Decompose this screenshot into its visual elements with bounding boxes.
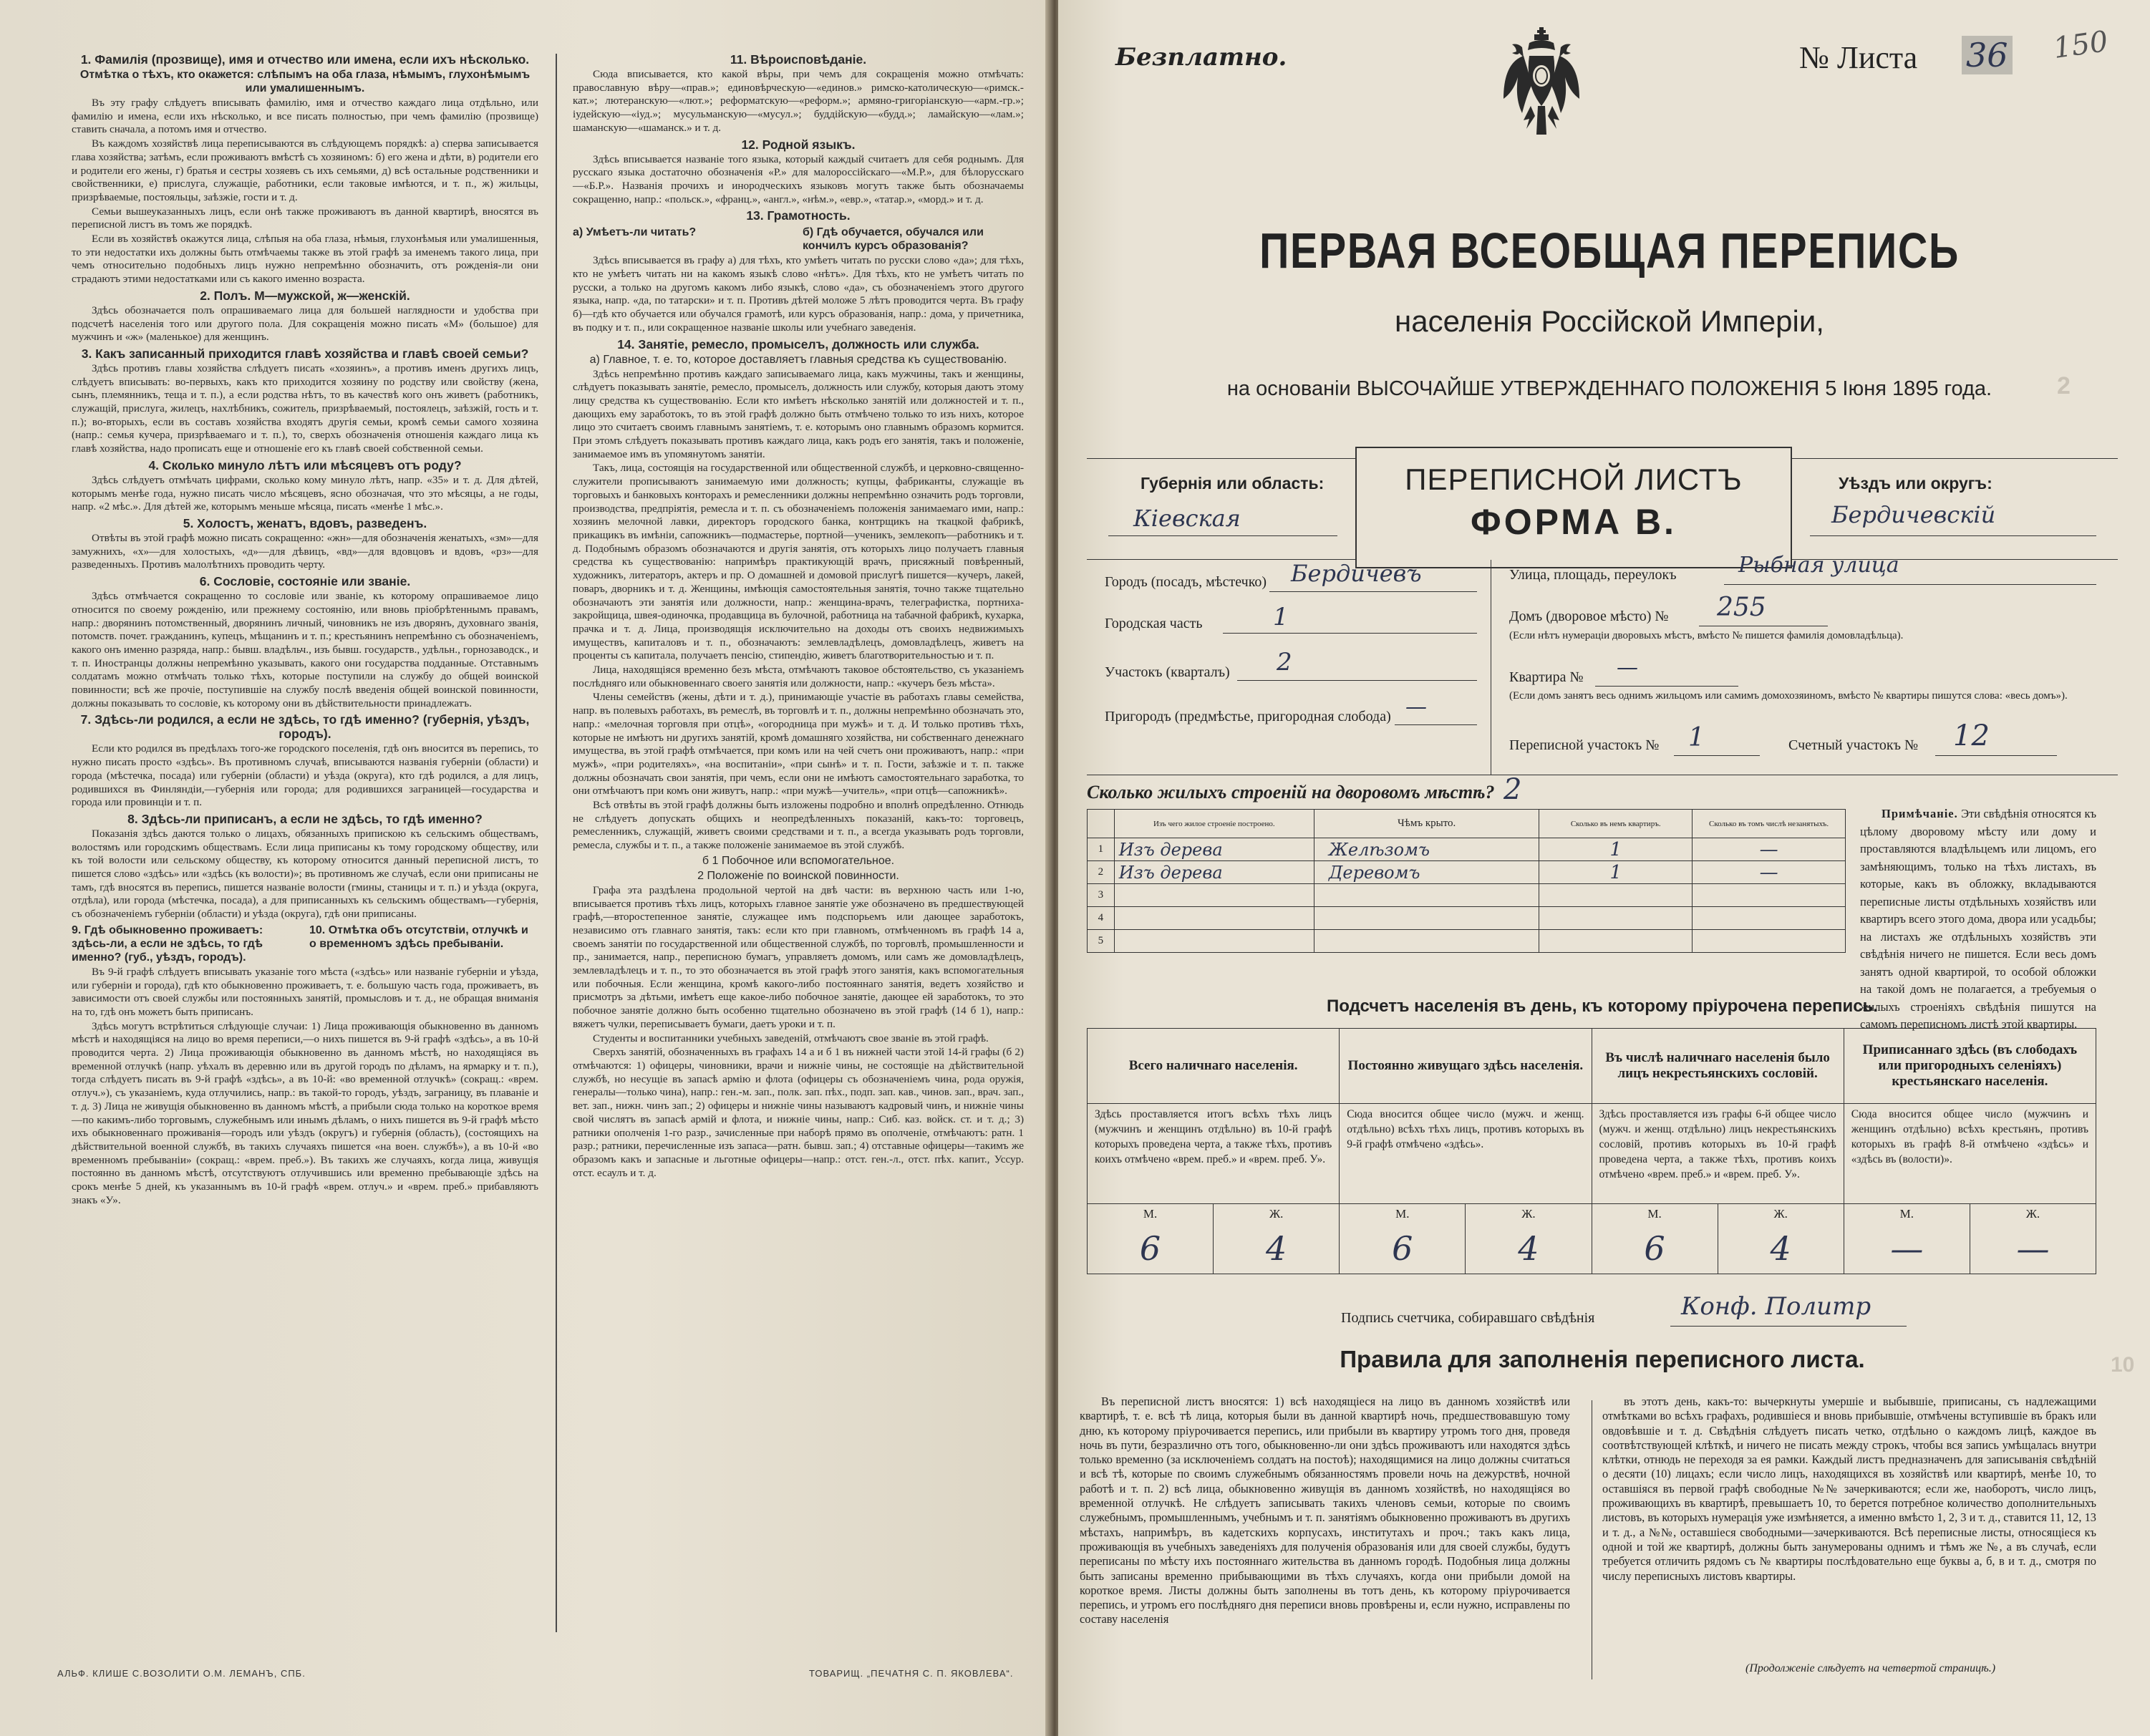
left-page — [0, 0, 1051, 1736]
instruction-paragraph: Если въ хозяйствѣ окажутся лица, слѣпыя на оба глаза, нѣмыя, глухонѣмыя или умалишенныя, то эти недостатки ихъ должны быть отмѣчаемы также въ этой графѣ за именемъ такого лица, при чемъ относительно подобныхъ лицъ нужно непремѣнно обозначить, отъ рожденія-ли они страдаютъ этими недостатками или съ какого именно возраста. — [72, 233, 538, 286]
male-count: 6 — [1592, 1224, 1718, 1274]
count-header: Въ числѣ наличнаго населенія было лицъ некрестьянскихъ сословій. — [1592, 1029, 1844, 1104]
instruction-paragraph: Такъ, лица, состоящія на государственной или общественной службѣ, и церковно-священно-служители прописываютъ занимаемую ими должность; купцы, фабриканты, служащіе въ торговыхъ и банковыхъ конторахъ и ремесленники должны непремѣнно означить родъ торговли, производства, предпріятія, ремесла и т. п. съ обозначеніемъ положенія занимаемаго ими, напр.: хозяинъ мелочной лавки, директоръ городского банка, контрщикъ на ткацкой фабрикѣ, прикащикъ въ имѣніи, сапожникъ—подмастерье, портной—ученикъ, землекопъ—работникъ и т. д. Подобнымъ образомъ обозначаются и другія занятія, отъ которыхъ лицо получаетъ главныя средства къ существованію: напримѣръ практикующій врачъ, присяжный повѣренный, художникъ, литераторъ, актеръ и пр. О домашней и домовой прислугѣ пишется—кучеръ, лакей, поваръ, дворникъ и т. д. Женщины, имѣющія самостоятельныя занятія, точно также тщательно обозначаютъ эти занятія или должности, напр.: женщина-врачъ, телеграфистка, портниха-закройщица, швея-одиночка, продавщица въ булочной, работница на табачной фабрикѣ, кухарка, прачка и т. д. Лица, производящія исключительно на доходы отъ своихъ недвижимыхъ имуществъ, капиталовъ и т. п., обозначаютъ: землевладѣлецъ, домовладѣлецъ, живетъ на проценты съ капитала, получаетъ пенсію, стипендію, живетъ благотворительностью и т. п. — [573, 462, 1024, 662]
instruction-paragraph: Здѣсь слѣдуетъ отмѣчать цифрами, сколько кому минуло лѣтъ, напр. «35» и т. д. Для дѣтей, которымъ менѣе года, нужно писать число мѣсяцевъ, ясно обозначая, что это мѣсяцы, а не годы, напр. «2 мѣс.». Для дѣтей же, которымъ меньше мѣсяца, писать «менѣе 1 мѣс.». — [72, 473, 538, 513]
city-value: Бердичевъ — [1291, 560, 1422, 587]
count-district-value: 12 — [1953, 719, 1990, 752]
form-title: ПЕРЕПИСНОЙ ЛИСТЪ — [1405, 462, 1743, 496]
building-number: 4 — [1088, 907, 1115, 930]
section-heading: 3. Какъ записанный приходится главѣ хозяйства и главѣ своей семьи? — [81, 346, 529, 361]
building-material: Изъ дерева — [1114, 861, 1314, 884]
show-through-mark: 10 — [2111, 1353, 2135, 1377]
instruction-paragraph: Члены семействъ (жены, дѣти и т. д.), принимающіе участіе въ работахъ главы семейства, напр. въ полевыхъ работахъ, въ ремеслѣ, въ торговлѣ и т. п., должны непремѣнно обозначать это, напр.: «мелочная торговля при отцѣ», «огородница при мужѣ» и т. д. И только противъ тѣхъ, которые не имѣютъ ни другихъ занятій, кромѣ домашняго хозяйства, ни собственнаго денежнаго имущества, въ этой графѣ отмѣчается, при комъ или на чей счетъ они проживаютъ, напр.: «при мужѣ», «при родителяхъ», «на воспитаніи», «при сынѣ» и т. п. Гости, заѣзжіе и т. п. также должны обозначать свои занятія, при чемъ, если они не имѣютъ самостоятельнаго заработка, то они отмѣчаютъ при комъ они живутъ, напр.: «при мужѣ—учитель», «при отцѣ—сапожникѣ». — [573, 691, 1024, 797]
building-material — [1114, 907, 1314, 930]
instruction-paragraph: Здѣсь непремѣнно противъ каждаго записываемаго лица, какъ мужчины, такъ и женщины, слѣдуетъ показывать занятіе, ремесло, промыселъ, должность или службу, которыя даютъ этому лицу средства къ существованію. Если кто имѣетъ нѣсколько занятій или должностей и т. п., дающихъ ему заработокъ, то въ этой графѣ должно быть отмѣчено только то изъ нихъ, которое лицо это считаетъ своимъ главнымъ занятіемъ, т. е. которымъ оно главнымъ образомъ кормится. При этомъ слѣдуетъ показывать противъ каждаго лица, какъ родъ его занятія, такъ и положеніе, занимаемое имъ въ упомянутомъ занятіи. — [573, 367, 1024, 460]
instruction-paragraph: Здѣсь вписывается названіе того языка, который каждый считаетъ для себя роднымъ. Для русскаго языка достаточно обозначенія «Р.» для малороссійскаго—«М.Р.», для бѣлорусскаго—«Б.Р.». Названія прочихъ и инородческихъ языковъ могутъ также быть обозначаемы сокращенно, напр.: «польск.», «франц.», «англ.», «нѣм.», «евр.», «татар.», «морд.» и т. д. — [573, 152, 1024, 205]
note-text: Эти свѣдѣнія относятся къ цѣлому дворовому мѣсту или дому и проставляются владѣльцемъ или лицомъ, его замѣняющимъ, только на тѣхъ листахъ, въ которые, какъ въ обложку, вкладываются переписные листы отдѣльныхъ хозяйствъ или квартиръ всего этого дома, двора или усадьбы; на листахъ же отдѣльныхъ хозяйствъ эти свѣдѣнія ничего не пишется. Если весь домъ занятъ одной квартирой, то особой обложки на такой домъ не полагается, а требуемыя о жилыхъ строеніяхъ свѣдѣнія пишутся на самомъ переписномъ листѣ этой квартиры. — [1860, 807, 2097, 1031]
instruction-paragraph: Показанія здѣсь даются только о лицахъ, обязанныхъ припискою къ сельскимъ обществамъ, волостямъ или городскимъ обществамъ. Если лица приписаны къ тому городскому обществу, или къ той волости или сельскому обществу, къ которому относится данный переписной листъ, то пишется слово «здѣсь» или «здѣсь (къ волости)»; въ противномъ же случаѣ, если они приписаны не тамъ, гдѣ вносятся въ перепись, пишется названіе волости (гмины, станицы и т. п.) и уѣзда (округа, отдѣла), или города (мѣстечка, посада), а для приписанныхъ къ сельскимъ обществамъ—губернія, съ обозначеніемъ губерніи (области) и уѣзда (округа), гдѣ они приписаны. — [72, 827, 538, 921]
prigorod-label: Пригородъ (предмѣстье, пригородная слобода) — [1105, 709, 1391, 724]
instruction-paragraph: Здѣсь противъ главы хозяйства слѣдуетъ писать «хозяинъ», а противъ именъ другихъ лицъ, слѣдуетъ вписывать: во-первыхъ, какъ кто приходится хозяину по родству или свойству (жена, сынъ, племянникъ, теща и т. п.), а если родства нѣтъ, то въ качествѣ кого онъ живетъ (работникъ, служащій, прислуга, жилецъ, нахлѣбникъ, сожитель, призрѣваемый, постоялецъ, заѣзжій, гость и т. п.); во-вторыхъ, если въ составъ хозяйства входятъ другія семьи, кромѣ семьи самого хозяина (напр.: семья кучера, призрѣваемаго и т. п.), то, сверхъ обозначенія отношенія каждаго лица къ главѣ хозяйства, надо прописать еще и отношеніе его къ главѣ своей собственной семьи. — [72, 362, 538, 455]
enumerator-signature-label: Подпись счетчика, собиравшаго свѣдѣнія — [1341, 1310, 1595, 1326]
prigorod-value: — — [1405, 694, 1427, 719]
split-heading — [72, 922, 538, 966]
section-heading: 6. Сословіе, состояніе или званіе. — [199, 574, 411, 589]
section-heading: 11. Вѣроисповѣданіе. — [730, 52, 867, 67]
building-row — [1088, 907, 1846, 930]
instruction-paragraph: Сюда вписывается, кто какой вѣры, при чемъ для сокращенія можно отмѣчать: православную вѣру—«прав.»; единовѣрческую—«единов.» римско-католическую—«римск.-кат.»; лютеранскую—«лют.»; реформатскую—«реформ.»; армяно-григоріанскую—«арм.-гр.»; іудейскую—«іуд.»; мусульманскую—«мусул.»; буддійскую—«будд.»; ламайскую—«лам.»; шаманскую—«шаманск.» и т. д. — [573, 68, 1024, 134]
rules-continued: (Продолженіе слѣдуетъ на четвертой страницѣ.) — [1745, 1662, 1996, 1674]
instruction-paragraph: Въ 9-й графѣ слѣдуетъ вписывать указаніе того мѣста («здѣсь» или названіе губерніи и уѣзда, или губерніи и города), гдѣ кто обыкновенно проживаетъ, т. е. большую часть года, проживаетъ, въ зависимости отъ своей службы или постоянныхъ занятій, промысловъ и т. д., не обращая вниманія на то, гдѣ онъ можетъ быть приписанъ. — [72, 965, 538, 1018]
female-count: 4 — [1214, 1224, 1340, 1274]
building-row — [1088, 884, 1846, 907]
male-count: 6 — [1088, 1224, 1214, 1274]
building-roof — [1314, 884, 1539, 907]
building-apartments: 1 — [1539, 838, 1693, 861]
building-apartments — [1539, 884, 1693, 907]
show-through-mark: 2 — [2057, 372, 2071, 399]
count-district-label: Счетный участокъ № — [1788, 737, 1919, 753]
instruction-paragraph: Отвѣты въ этой графѣ можно писать сокращенно: «жн»—для обозначенія женатыхъ, «зм»—для замужнихъ, «х»—для холостыхъ, «д»—для дѣвицъ, «вд»—для вдовцовъ и вдовъ, «рз»—для разведенныхъ. Противъ малолѣтнихъ проводить черту. — [72, 531, 538, 571]
building-roof: Деревомъ — [1314, 861, 1539, 884]
rules-column-2: въ этотъ день, какъ-то: вычеркнуты умершіе и выбывшіе, приписаны, съ надлежащими отмѣтками во всѣхъ графахъ, родившіеся и вновь прибывшіе, отмѣчены вступившіе въ бракъ или овдовѣвшіе и т. д. Свѣдѣнія слѣдуетъ писать четко, отдѣльно о каждомъ лицѣ, каждое въ соотвѣтствующей клѣткѣ, и ничего не писать между строкъ, чтобы вся запись умѣщалась внутри клѣтки, отнюдь не переходя за ея рамки. Каждый листъ предназначенъ для записыванія свѣдѣній о десяти (10) лицахъ; если число лицъ, находящихся въ хозяйствѣ или квартирѣ, менѣе 10, то оставшіяся въ первой графѣ свободные №№ зачеркиваются; если же, наоборотъ, число лицъ, проживающихъ въ квартирѣ, превышаетъ 10, то берется потребное количество дополнительныхъ листовъ, въ которыхъ нумерація уже измѣняется, а именно вмѣсто 1, 2, 3 и т. д., ставится 11, 12, 13 и т. д., а №№, оставшіеся свободными—зачеркиваются. Всѣ переписные листы, относящіеся къ одной и той же квартирѣ, должны быть занумерованы однимъ и тѣмъ же №, а въ случаѣ, если требуется отличить рядомъ съ № квартиры послѣдовательно еще буквы а, б, в и т. д., смотря по числу переписныхъ листовъ квартиры. — [1602, 1395, 2096, 1583]
apartment-label: Квартира № — [1509, 669, 1584, 685]
sheet-number-label: № Листа — [1799, 40, 1918, 75]
uezd-label: Уѣздъ или округъ: — [1839, 474, 1992, 493]
free-label: Безплатно. — [1115, 43, 1287, 72]
female-count: 4 — [1466, 1224, 1592, 1274]
count-title: Подсчетъ населенія въ день, къ которому пріурочена перепись. — [1327, 996, 1878, 1016]
instruction-paragraph: Если кто родился въ предѣлахъ того-же городского поселенія, гдѣ онъ вносится въ перепись, то нужно писать просто «здѣсь». Въ противномъ случаѣ, вписываются названія губерніи (области) и города (мѣстечка, посада) или губерніи (области) и уѣзда (округа), кто гдѣ родился, а для лицъ, родившихся въ Финляндіи,—губернія или города; для родившихся заграницей—государства и города или провинціи и т. п. — [72, 742, 538, 809]
female-label: Ж. — [1718, 1204, 1844, 1224]
gubernia-value: Кіевская — [1133, 505, 1241, 532]
street-label: Улица, площадь, переулокъ — [1509, 567, 1677, 583]
building-number: 1 — [1088, 838, 1115, 861]
buildings-answer: 2 — [1503, 773, 1522, 806]
census-district-value: 1 — [1688, 723, 1705, 752]
count-description: Сюда вносится общее число (мужч. и женщ. отдѣльно) всѣхъ тѣхъ лицъ, противъ которыхъ въ 9-й графѣ отмѣчено «здѣсь». — [1340, 1104, 1592, 1204]
building-number: 3 — [1088, 884, 1115, 907]
instruction-paragraph: Студенты и воспитанники учебныхъ заведеній, отмѣчаютъ свое званіе въ этой графѣ. — [593, 1032, 989, 1044]
section-heading: 8. Здѣсь-ли приписанъ, а если не здѣсь, то гдѣ именно? — [127, 811, 483, 826]
instruction-paragraph: Семьи вышеуказанныхъ лицъ, если онѣ также проживаютъ въ данной квартирѣ, вносятся въ переписной листъ въ томъ же порядкѣ. — [72, 205, 538, 231]
female-label: Ж. — [1970, 1204, 2096, 1224]
building-roof — [1314, 907, 1539, 930]
section-subheading: Отмѣтка о тѣхъ, кто окажется: слѣпымъ на оба глаза, нѣмымъ, глухонѣмымъ или умалишеннымъ. — [79, 69, 531, 94]
building-material — [1114, 884, 1314, 907]
female-label: Ж. — [1214, 1204, 1340, 1224]
sheet-number-value: 36 — [1962, 36, 2013, 74]
column-divider — [556, 54, 557, 1632]
count-header: Постоянно живущаго здѣсь населенія. — [1340, 1029, 1592, 1104]
printer-credit-right: ТОВАРИЩ. „ПЕЧАТНЯ С. П. ЯКОВЛЕВА“. — [809, 1668, 1014, 1679]
census-subtitle: населенія Россійской Имперіи, — [1395, 304, 1824, 338]
bld-col-material: Изъ чего жилое строеніе построено. — [1114, 810, 1314, 838]
section-heading: 12. Родной языкъ. — [741, 137, 856, 152]
city-part-label: Городская часть — [1105, 616, 1203, 631]
house-label: Домъ (дворовое мѣсто) № — [1509, 608, 1669, 624]
instruction-paragraph: Здѣсь обозначается полъ опрашиваемаго лица для большей наглядности и удобства при подсчетѣ населенія того или другого пола. Для сокращенія можно писать «М» (большое) для мужчинъ и «ж» (маленькое) для женщинъ. — [72, 304, 538, 344]
apartment-value: — — [1617, 655, 1638, 680]
rules-column-1: Въ переписной листъ вносятся: 1) всѣ находящіеся на лицо въ данномъ хозяйствѣ или квартирѣ, т. е. всѣ тѣ лица, которыя были въ данной квартирѣ ночь, предшествовавшую тому дню, къ которому пріурочивается перепись, или прибыли въ квартиру утромъ того дня, проведя ночь въ пути, безразлично отъ того, обыкновенно-ли они здѣсь проживаютъ или находятся здѣсь только временно (за исключеніемъ солдатъ на постоѣ); находящимися на лицо должны считаться и всѣ тѣ, которые по своимъ служебнымъ обязанностямъ провели ночь на дежурствѣ, ночной работѣ и т. п. 2) всѣ лица, обыкновенно живущія въ данномъ хозяйствѣ, но находящіяся во временной отлучкѣ. Не слѣдуетъ записывать такихъ членовъ семьи, которые по своимъ служебнымъ, промышленнымъ, учебнымъ и т. п. занятіямъ обыкновенно проживаютъ въ другихъ мѣстахъ, напримѣръ, въ кадетскихъ корпусахъ, институтахъ и проч.; такъ какъ лица, проживающія въ учебныхъ заведеніяхъ для полученія образованія или для своей службы, будутъ переписаны по мѣсту ихъ постояннаго жительства въ данномъ городѣ. Подобныя лица должны быть записаны временно прибывающими въ тѣхъ случаяхъ, когда они прибыли домой на короткое время. Листы должны быть заполнены въ тотъ день, къ которому пріурочивается перепись, и утромъ его послѣдняго дня переписи вновь провѣрены и, если нужно, исправлены по составу населенія — [1080, 1395, 1570, 1626]
section-heading: 13. Грамотность. — [746, 208, 851, 223]
split-heading-part: а) Умѣетъ-ли читать? — [573, 226, 697, 239]
bld-col-apartments: Сколько въ немъ квартиръ. — [1539, 810, 1693, 838]
building-row — [1088, 838, 1846, 861]
instruction-paragraph: Въ эту графу слѣдуетъ вписывать фамилію, имя и отчество каждаго лица отдѣльно, или фамилію и имена, если ихъ нѣсколько, и все писать полностью, при чемъ фамилію (прозвище) ставить сначала, а потомъ имя и отчество. — [72, 97, 538, 136]
instructions-column-2 — [573, 50, 1024, 1180]
bld-col-roof: Чѣмъ крыто. — [1314, 810, 1539, 838]
count-header: Всего наличнаго населенія. — [1088, 1029, 1340, 1104]
instruction-paragraph: Сверхъ занятій, обозначенныхъ въ графахъ 14 а и б 1 въ нижней части этой 14-й графы (б 2) отмѣчаются: 1) офицеры, чиновники, врачи и нижніе чины, не состоящіе на дѣйствительной службѣ, но несущіе въ запасѣ армію и флота (офицеры съ обозначеніемъ чина, рода оружія, генералы—только чина), напр.: ген.-м. зап., полк. зап. пѣх., подп. зап. кав., чинов. зап., врач. зап., вет. зап., нижн. чинъ зап.; 2) офицеры и нижніе чины называютъ кадровый чинъ, и нижніе чины свой числятъ въ запасѣ армій и флота, и нижніе чины, напр.: Сиб. каз. войск. ст. и т. д.; 3) ратники ополченія 1-го разр., зачисленные при наборѣ прямо въ ополченіе, отмѣчаютъ: ратн. 1 разр.; ратники, перечисленные изъ запаса—ратн. бывш. зап.; 4) отставные офицеры—такимъ же образомъ какъ и запасные и льготные офицеры—напр.: отст. ген.-л., отст. пѣх. капит., Уссур. отст. есаулъ и т. д. — [573, 1046, 1024, 1179]
instruction-paragraph: Здѣсь могутъ встрѣтиться слѣдующіе случаи: 1) Лица проживающія обыкновенно въ данномъ мѣстѣ и находящіяся на лицо во время переписи,—о нихъ пишется въ 9-й графѣ «здѣсь», а въ 10-й проводится черта. 2) Лица проживающія обыкновенно въ данномъ мѣстѣ, но находящіяся въ временной отлучкѣ (напр. уѣхалъ въ деревню или въ другой городъ по дѣламъ, на ярмарку и т. п.), тогда слѣдуетъ писать въ 9-й графѣ «здѣсь», а въ 10-й: «во временной отлучкѣ» (сокращ.: «врем. отлуч.»), съ указаніемъ, куда отлучились, напр.: въ такой-то городъ, уѣздъ, заграницу, въ плаваніе и т. д. 3) Лица не живущія обыкновенно въ данномъ мѣстѣ, а прибыли сюда только на короткое время—по какимъ-либо торговымъ, служебнымъ или инымъ дѣламъ, о нихъ пишется въ 9-й графѣ мѣсто ихъ обыкновеннаго проживанія—городъ или уѣздъ (округъ) и губернія (область), (состоящихъ на дѣйствительной военной службѣ, въ такихъ случаяхъ пишется «на воен. службѣ»), а въ 10-й «во временномъ пребываніи» (сокращ.: «врем. преб.»). Въ такихъ же случаяхъ, когда лица, живущія постоянно въ данномъ мѣстѣ, отсутствуютъ отлучившись или временно пребывающіе здѣсь на срокъ менѣе 5 дней, къ указаннымъ въ 10-й графѣ «врем. отлуч.» и «врем. преб.» прибавляютъ знакъ «У». — [72, 1019, 538, 1206]
gubernia-label: Губернія или область: — [1141, 474, 1325, 493]
uezd-value: Бердичевскій — [1831, 501, 1996, 528]
split-heading-part: 10. Отмѣтка объ отсутствіи, отлучкѣ и о временномъ здѣсь пребываніи. — [309, 923, 528, 950]
bld-col-vacant: Сколько въ томъ числѣ незанятыхъ. — [1693, 810, 1846, 838]
apartment-note: (Если домъ занятъ весь однимъ жильцомъ или самимъ домохозяиномъ, вмѣсто № квартиры пишутся слова: «весь домъ»). — [1509, 690, 2068, 702]
section-heading: 7. Здѣсь-ли родился, а если не здѣсь, то гдѣ именно? (губернія, уѣздъ, городъ). — [80, 712, 530, 742]
instruction-paragraph: Здѣсь вписывается въ графу а) для тѣхъ, кто умѣетъ читать по русски слово «да»; для тѣхъ, кто не умѣетъ читать ни на какомъ языкѣ слово «нѣтъ». Для тѣхъ, кто не умѣетъ читать по русски, а только на другомъ какомъ либо языкѣ, слово «да», съ обозначеніемъ этого другого языка, напр. «да, по татарски» и т. п. Противъ дѣтей моложе 5 лѣтъ проводится черта. Въ графу б)—гдѣ кто обучается или обучался грамотѣ, или курсъ образованія, напр.: дома, у причетника, въ подку и т. п., или сокращенное названіе школы или учебнаго заведенія. — [573, 254, 1024, 334]
section-heading: 5. Холостъ, женатъ, вдовъ, разведенъ. — [183, 515, 427, 530]
building-apartments — [1539, 930, 1693, 953]
count-description: Здѣсь проставляется изъ графы 6-й общее число (мужч. и женщ. отдѣльно) лицъ некрестьянскихъ сословій, противъ которыхъ въ 10-й графѣ проведена черта, а также тѣхъ, противъ коихъ отмѣчено «врем. преб.» и «врем. преб. У». — [1592, 1104, 1844, 1204]
building-roof — [1314, 930, 1539, 953]
building-material — [1114, 930, 1314, 953]
imperial-eagle-emblem — [1502, 27, 1581, 149]
census-district-label: Переписной участокъ № — [1509, 737, 1660, 753]
city-label: Городъ (посадъ, мѣстечко) — [1105, 574, 1267, 590]
male-label: М. — [1592, 1204, 1718, 1224]
section-heading: 2. Полъ. М—мужской, ж—женскій. — [200, 288, 410, 303]
male-label: М. — [1844, 1204, 1970, 1224]
rules-title: Правила для заполненія переписного листа. — [1340, 1346, 1865, 1372]
instruction-paragraph: Въ каждомъ хозяйствѣ лица переписываются въ слѣдующемъ порядкѣ: а) сперва записывается глава хозяйства; затѣмъ, если проживаютъ вмѣстѣ съ хозяиномъ: б) его жена и дѣти, в) родители его и родители его жены, г) братья и сестры хозяевъ съ ихъ семьями, д) всѣ остальные родственники и свойственники, е) прислуга, служащіе, работники, если таковые имѣются, и т. п., ж) жильцы, призрѣваемые, постояльцы, заѣзжіе, гости и т. д. — [72, 137, 538, 203]
section-heading: 1. Фамилія (прозвище), имя и отчество или имена, если ихъ нѣсколько. — [80, 52, 530, 67]
building-apartments — [1539, 907, 1693, 930]
form-letter: ФОРМА В. — [1471, 502, 1677, 542]
building-vacant: — — [1693, 838, 1846, 861]
building-number: 5 — [1088, 930, 1115, 953]
building-vacant — [1693, 907, 1846, 930]
building-number: 2 — [1088, 861, 1115, 884]
female-count: 4 — [1718, 1224, 1844, 1274]
split-heading — [573, 224, 1024, 254]
building-apartments: 1 — [1539, 861, 1693, 884]
instruction-paragraph: Лица, находящіяся временно безъ мѣста, отмѣчаютъ таковое обстоятельство, съ указаніемъ послѣдняго или обыкновеннаго своего занятія или должности, напр.: «кучеръ безъ мѣста». — [573, 664, 1024, 689]
male-label: М. — [1340, 1204, 1466, 1224]
female-count: — — [1970, 1224, 2096, 1274]
printer-credit-left: АЛЬФ. КЛИШЕ С.ВОЗОЛИТИ О.М. ЛЕМАНЪ, СПБ. — [57, 1668, 306, 1679]
instruction-paragraph: Всѣ отвѣты въ этой графѣ должны быть изложены подробно и вполнѣ опредѣленно. Отнюдь не слѣдуетъ допускать общихъ и неопредѣленныхъ показаній, какъ-то: торговецъ, ремесленникъ, служащій, живетъ своими средствами и т. п., а всегда указывать родъ торговли, ремесла, службы и т. п., а также положеніе занимаемое въ этой службѣ. — [573, 799, 1024, 852]
note-title: Примѣчаніе. — [1882, 807, 1958, 820]
buildings-table — [1087, 809, 1846, 953]
male-count: 6 — [1340, 1224, 1466, 1274]
building-roof: Желѣзомъ — [1314, 838, 1539, 861]
legal-basis: на основаніи ВЫСОЧАЙШЕ УТВЕРЖДЕННАГО ПОЛОЖЕНІЯ 5 Іюня 1895 года. — [1226, 377, 1992, 400]
split-heading-part: б) Гдѣ обучается, обучался или кончилъ курсъ образованія? — [803, 226, 984, 253]
instruction-paragraph: Здѣсь отмѣчается сокращенно то сословіе или званіе, къ которому опрашиваемое лицо относится по своему рожденію, или прежнему состоянію, или вновь пріобрѣтеннымъ правамъ, напр.: дворянинъ потомственный, дворянинъ личный, чиновникъ не изъ дворянъ, духовнаго званія, потомств. почет. гражданинъ, купецъ, мѣщанинъ и т. п.; крестьянинъ непремѣнно съ обозначеніемъ, какого онъ именно разряда, напр.: бывш. владѣльч., изъ бывш. государств., удѣльн., горнозаводск., и т. п. Иностранцы должны непремѣнно указывать, какого они государства подданные. Отставнымъ солдатамъ можно отмѣчать только тѣхъ, которые поступили на службу до общей воинской повинности; всѣ же прочіе, поступившіе на службу послѣ введенія общей воинской повинности, должны показывать то сословіе, къ которому они въ дѣйствительности принадлежатъ. — [72, 590, 538, 709]
section-subheading: а) Главное, т. е. то, которое доставляетъ главныя средства къ существованію. — [589, 353, 1007, 366]
section-subheading: 2 Положеніе по воинской повинности. — [697, 869, 899, 882]
census-title: ПЕРВАЯ ВСЕОБЩАЯ ПЕРЕПИСЬ — [1259, 223, 1960, 278]
pencil-page-number: 150 — [2051, 24, 2111, 66]
section-heading: 4. Сколько минуло лѣтъ или мѣсяцевъ отъ роду? — [148, 457, 462, 472]
building-vacant — [1693, 930, 1846, 953]
count-header: Приписаннаго здѣсь (въ слободахъ или пригородныхъ селеніяхъ) крестьянскаго населенія. — [1844, 1029, 2096, 1104]
male-label: М. — [1088, 1204, 1214, 1224]
uchastok-label: Участокъ (кварталъ) — [1105, 664, 1230, 680]
male-count: — — [1844, 1224, 1970, 1274]
building-vacant: — — [1693, 861, 1846, 884]
city-part-value: 1 — [1273, 603, 1289, 631]
count-description: Здѣсь проставляется итогъ всѣхъ тѣхъ лицъ (мужчинъ и женщинъ отдѣльно) въ 10-й графѣ которыхъ проведена черта, а также тѣхъ, противъ коихъ отмѣчено «врем. преб.» и «врем. преб. У». — [1088, 1104, 1340, 1204]
building-vacant — [1693, 884, 1846, 907]
street-value: Рыбная улица — [1738, 553, 1899, 578]
buildings-question: Сколько жилыхъ строеній на дворовомъ мѣстѣ? — [1087, 782, 1495, 802]
right-page — [1058, 0, 2150, 1736]
section-heading: 14. Занятіе, ремесло, промыселъ, должность или служба. — [617, 336, 979, 351]
building-row — [1088, 861, 1846, 884]
form-title-box — [1355, 447, 1792, 568]
house-value: 255 — [1717, 593, 1766, 622]
building-material: Изъ дерева — [1114, 838, 1314, 861]
instruction-paragraph: Графа эта раздѣлена продольной чертой на двѣ части: въ верхнюю часть или 1-ю, вписывается противъ тѣхъ лицъ, которыхъ главное занятіе уже обозначено въ предшествующей графѣ,—второстепенное занятіе, служащее имъ подспорьемъ или дающее заработокъ, независимо отъ главнаго занятія, такъ: если кто при главномъ, отмѣченномъ въ графѣ 14 а, своемъ занятіи по государственной или общественной службѣ, по торговлѣ, промышленности и пр., занимается, напр., переписною бумагъ, управляетъ домомъ, или самъ же домовладѣлецъ, землевладѣлецъ и т. п., то это обозначается въ этой графѣ этого занятія, какъ вспомогательныя или побочныя. Если женщина, кромѣ какого-либо постояннаго занятія, ведетъ хозяйство и присмотръ за дѣтьми, имѣетъ еще какое-либо побочное занятіе, дающее ей заработокъ, то это побочное занятіе должно быть особенно тщательно обозначено въ этой графѣ (14 б 1), напр.: вяжетъ чулки, переписываетъ бумаги, даетъ уроки и т. п. — [573, 883, 1024, 1030]
section-subheading: б 1 Побочное или вспомогательное. — [702, 854, 895, 867]
instructions-column-1 — [72, 50, 538, 1208]
female-label: Ж. — [1466, 1204, 1592, 1224]
split-heading-part: 9. Гдѣ обыкновенно проживаетъ: здѣсь-ли, а если не здѣсь, то гдѣ именно? (губ., уѣздъ, городъ). — [72, 923, 263, 964]
count-description: Сюда вносится общее число (мужчинъ и женщинъ отдѣльно) всѣхъ крестьянъ, противъ которыхъ въ графѣ 8-й отмѣчено «здѣсь» и «здѣсь въ (волости)». — [1844, 1104, 2096, 1204]
enumerator-signature: Конф. Политр — [1681, 1292, 1871, 1321]
uchastok-value: 2 — [1277, 648, 1292, 677]
building-row — [1088, 930, 1846, 953]
house-note: (Если нѣтъ нумераціи дворовыхъ мѣстъ, вмѣсто № пишется фамилія домовладѣльца). — [1509, 630, 1904, 641]
population-count-table — [1087, 1028, 2096, 1274]
